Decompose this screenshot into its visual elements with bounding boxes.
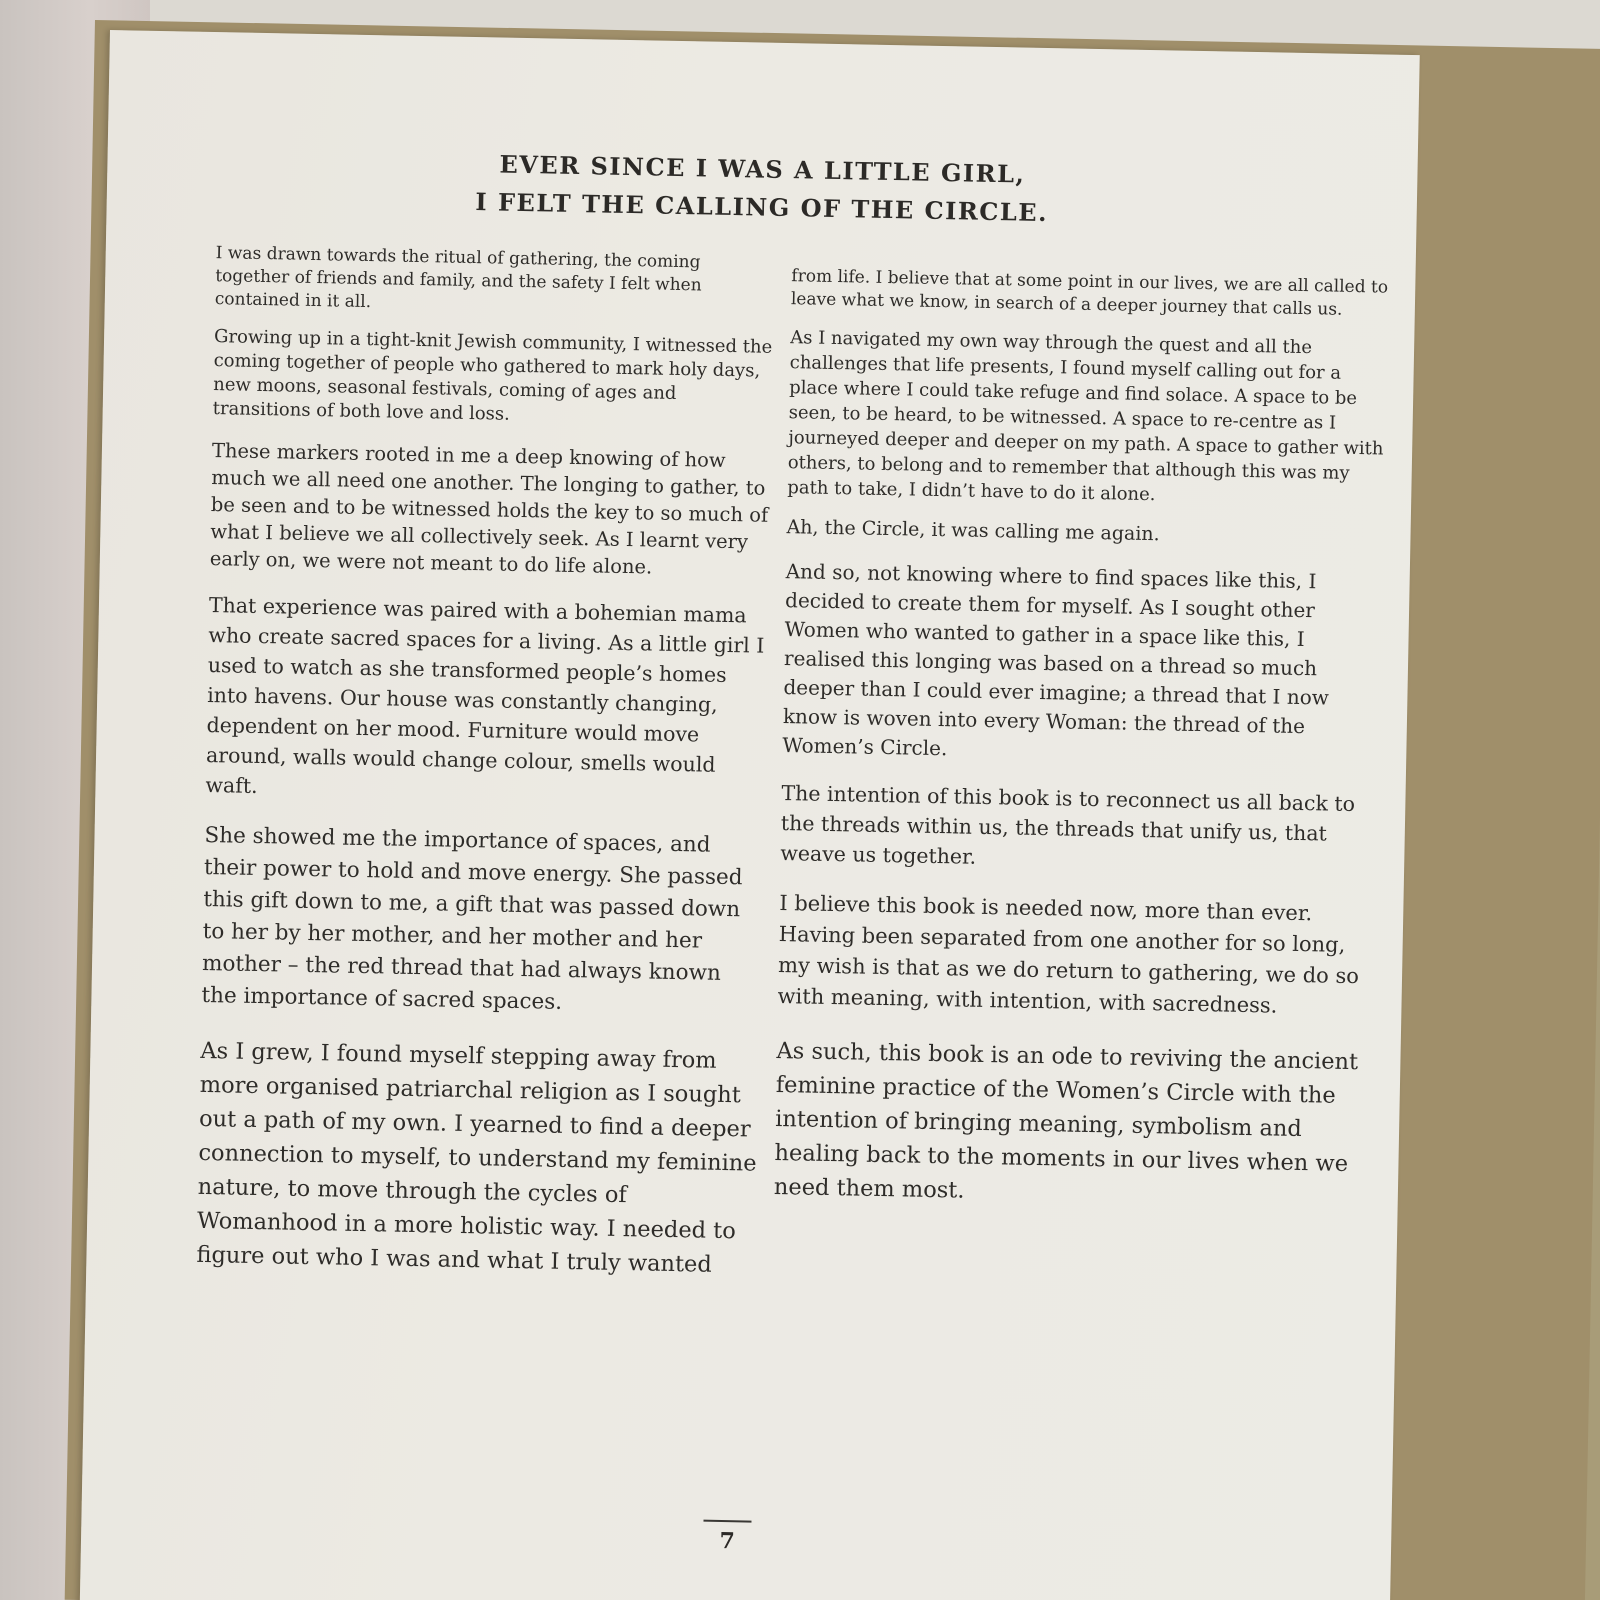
paragraph: Ah, the Circle, it was calling me again. <box>786 516 1160 546</box>
heading-line-1: EVER SINCE I WAS A LITTLE GIRL, <box>499 149 1026 189</box>
paragraph: These markers rooted in me a deep knowing of how much we all need one another. The longing to gather, to be seen and to be witnessed holds the key to so much of what I believe we all collectively seek. As I learnt very early on, we were not meant to do life alone. <box>209 439 769 579</box>
right-column <box>774 265 1392 1215</box>
paragraph: from life. I believe that at some point in our lives, we are all called to leave what we know, in search of a deeper journey that calls us. <box>790 266 1389 320</box>
paragraph: I was drawn towards the ritual of gathering, the coming together of friends and family, and the safety I felt when contained in it all. <box>214 243 702 313</box>
page-number: 7 <box>719 1527 736 1555</box>
paragraph: I believe this book is needed now, more than ever. Having been separated from one another for so long, my wish is that as we do return to gathering, we do so with meaning, with intention, with sacredness. <box>777 891 1360 1018</box>
paragraph: As I navigated my own way through the quest and all the challenges that life presents, I found myself calling out for a place where I could take refuge and find solace. A space to be seen, to be heard, to be witnessed. A space to re-centre as I journeyed deeper and deeper on my path. A space to gather with others, to belong and to remember that although this was my path to take, I didn’t have to do it alone. <box>787 327 1384 506</box>
page-number-rule <box>703 1520 751 1523</box>
paragraph: Growing up in a tight-knit Jewish community, I witnessed the coming together of people who gathered to mark holy days, new moons, seasonal festivals, coming of ages and transitions of both love and loss. <box>212 326 773 425</box>
left-column <box>196 242 776 1283</box>
paragraph: That experience was paired with a bohemian mama who create sacred spaces for a living. As a little girl I used to watch as she transformed people’s homes into havens. Our house was constantly changing, dependent on her mood. Furniture would move around, walls would change colour, smells would waft. <box>205 593 765 798</box>
paragraph: She showed me the importance of spaces, and their power to hold and move energy. She passed this gift down to me, a gift that was passed down to her by her mother, and her mother and her mother – the red thread that had always known the importance of sacred spaces. <box>201 822 743 1015</box>
book-page <box>79 30 1420 1600</box>
paragraph: As I grew, I found myself stepping away from more organised patriarchal religion as I sought out a path of my own. I yearned to find a deeper connection to myself, to understand my feminine nature, to move through the cycles of Womanhood in a more holistic way. I needed to figure out who I was and what I truly wanted <box>196 1037 757 1278</box>
paragraph: And so, not knowing where to find spaces like this, I decided to create them for myself. As I sought other Women who wanted to gather in a space like this, I realised this longing was based on a thread so much deeper than I could ever imagine; a thread that I now know is woven into every Woman: the thread of the Women’s Circle. <box>782 559 1330 761</box>
heading-line-2: I FELT THE CALLING OF THE CIRCLE. <box>475 187 1049 228</box>
chapter-heading <box>106 138 1417 239</box>
paragraph: The intention of this book is to reconnect us all back to the threads within us, the threads that unify us, that weave us together. <box>780 781 1356 869</box>
paragraph: As such, this book is an ode to reviving the ancient feminine practice of the Women’s Circle with the intention of bringing meaning, symbolism and healing back to the moments in our lives when we need them most. <box>773 1037 1359 1204</box>
